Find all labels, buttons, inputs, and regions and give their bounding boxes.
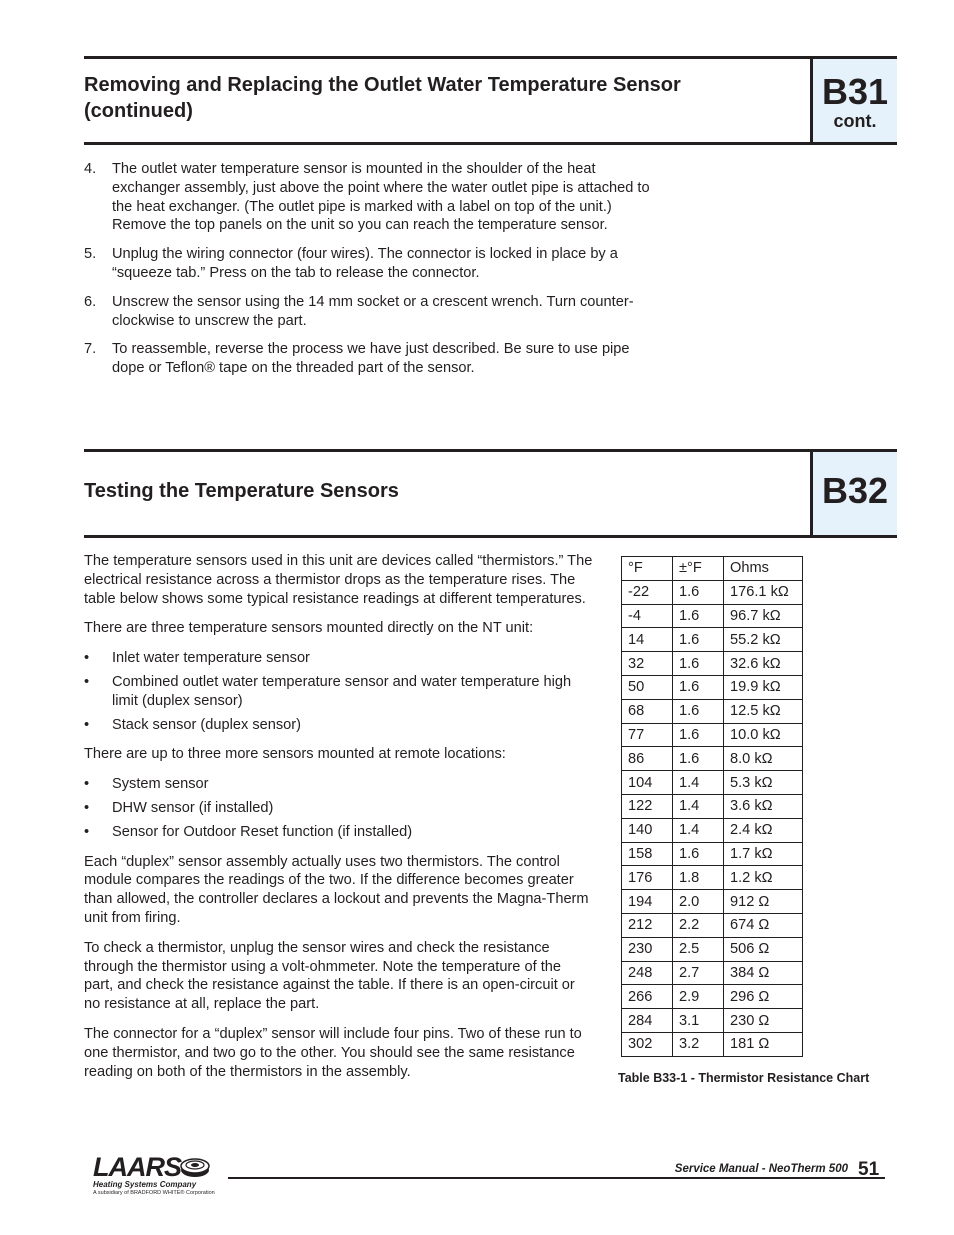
- section-b31-tab: [810, 59, 897, 142]
- steps-list: [84, 160, 664, 388]
- table-row: [622, 937, 803, 961]
- table-row: [622, 723, 803, 747]
- table-cell: 140: [622, 818, 673, 842]
- table-cell: 248: [622, 961, 673, 985]
- footer-divider: [228, 1177, 885, 1179]
- table-cell: 1.4: [673, 818, 724, 842]
- table-cell: 912 Ω: [724, 890, 803, 914]
- table-cell: 32: [622, 652, 673, 676]
- table-row: [622, 580, 803, 604]
- table-cell: 1.6: [673, 652, 724, 676]
- table-cell: 1.6: [673, 604, 724, 628]
- table-cell: 2.4 kΩ: [724, 818, 803, 842]
- bullet-icon: •: [84, 799, 90, 816]
- paragraph: There are three temperature sensors mounted directly on the NT unit:: [84, 620, 534, 637]
- section-b32-title: Testing the Temperature Sensors: [84, 480, 399, 502]
- section-b31-header: [84, 56, 897, 145]
- table-cell: 86: [622, 747, 673, 771]
- logo-wordmark: LAARS: [93, 1152, 181, 1182]
- table-cell: 1.6: [673, 842, 724, 866]
- section-b31-code: B31: [821, 71, 889, 112]
- table-row: [622, 604, 803, 628]
- list-item-text: System sensor: [112, 776, 209, 793]
- table-row: [622, 961, 803, 985]
- table-row: [622, 675, 803, 699]
- table-cell: 2.7: [673, 961, 724, 985]
- table-cell: -22: [622, 580, 673, 604]
- table-cell: 176.1 kΩ: [724, 580, 803, 604]
- footer-manual-title: Service Manual - NeoTherm 500: [674, 1163, 848, 1175]
- page-number: 51: [858, 1159, 880, 1180]
- step-item: [84, 340, 664, 378]
- table-row: [622, 771, 803, 795]
- table-row: [622, 818, 803, 842]
- table-cell: 96.7 kΩ: [724, 604, 803, 628]
- table-row: [622, 652, 803, 676]
- table-cell: 194: [622, 890, 673, 914]
- table-cell: 10.0 kΩ: [724, 723, 803, 747]
- paragraph: The temperature sensors used in this unit are devices called “thermistors.” The electrical resistance across a thermistor drops as the temperature rises. The table below shows some typical resistance readings at different temperatures.: [84, 553, 593, 607]
- table-cell: 3.6 kΩ: [724, 794, 803, 818]
- step-number: 6.: [84, 293, 97, 310]
- list-item: [84, 649, 594, 668]
- bullet-icon: •: [84, 823, 90, 840]
- paragraph: Each “duplex” sensor assembly actually uses two thermistors. The control module compares the readings of the two. If the difference becomes greater than allowed, the controller declares a lockout and prevents the Magna-Therm unit from firing.: [84, 853, 589, 926]
- bullet-icon: •: [84, 776, 90, 793]
- table-cell: 158: [622, 842, 673, 866]
- table-cell: 1.6: [673, 723, 724, 747]
- table-cell: 212: [622, 913, 673, 937]
- table-cell: 77: [622, 723, 673, 747]
- table-row: [622, 628, 803, 652]
- list-item: [84, 716, 594, 735]
- table-cell: 674 Ω: [724, 913, 803, 937]
- table-cell: 1.4: [673, 771, 724, 795]
- step-number: 7.: [84, 341, 97, 358]
- table-row: [622, 1032, 803, 1056]
- table-cell: 12.5 kΩ: [724, 699, 803, 723]
- table-cell: 8.0 kΩ: [724, 747, 803, 771]
- table-cell: 302: [622, 1032, 673, 1056]
- table-header-cell: Ohms: [724, 557, 803, 581]
- bullet-icon: •: [84, 716, 90, 733]
- table-cell: 2.0: [673, 890, 724, 914]
- table-cell: 3.2: [673, 1032, 724, 1056]
- table-cell: 2.9: [673, 985, 724, 1009]
- list-item: [84, 799, 594, 818]
- table-row: [622, 842, 803, 866]
- list-item: [84, 673, 594, 711]
- list-item-text: Sensor for Outdoor Reset function (if installed): [112, 823, 413, 840]
- paragraph: There are up to three more sensors mounted at remote locations:: [84, 746, 506, 763]
- logo-company: Heating Systems Company: [93, 1180, 197, 1189]
- table-body: [622, 557, 803, 1057]
- table-cell: 50: [622, 675, 673, 699]
- logo-subsidiary: A subsidiary of BRADFORD WHITE® Corporation: [93, 1190, 215, 1196]
- table-cell: 1.4: [673, 794, 724, 818]
- table-row: [622, 1009, 803, 1033]
- table-cell: 14: [622, 628, 673, 652]
- list-item-text: Stack sensor (duplex sensor): [112, 716, 301, 733]
- paragraph: The connector for a “duplex” sensor will include four pins. Two of these run to one thermistor, and two go to the other. You should see the same resistance reading on both of the thermistors in the assembly.: [84, 1025, 582, 1080]
- table-cell: 68: [622, 699, 673, 723]
- table-cell: 506 Ω: [724, 937, 803, 961]
- list-item: [84, 823, 594, 842]
- list-item-text: Inlet water temperature sensor: [112, 650, 310, 667]
- table-cell: 32.6 kΩ: [724, 652, 803, 676]
- step-text: The outlet water temperature sensor is mounted in the shoulder of the heat exchanger assembly, just above the point where the water outlet pipe is attached to the heat exchanger. (The outlet pipe is marked with a label on top of the unit.) Remove the top panels on the unit so you can reach the temperature sensor.: [112, 161, 650, 234]
- remote-sensor-list: [84, 775, 594, 841]
- table-caption: Table B33-1 - Thermistor Resistance Chart: [618, 1071, 870, 1085]
- table-row: [622, 913, 803, 937]
- table-cell: 296 Ω: [724, 985, 803, 1009]
- table-row: [622, 866, 803, 890]
- section-b31-title: [84, 72, 784, 124]
- bullet-icon: •: [84, 673, 90, 690]
- paragraph: To check a thermistor, unplug the sensor wires and check the resistance through the thermistor using a volt-ohmmeter. Note the temperature of the part, and check the resistance against the table. If there is an open-circuit or no resistance at all, replace the part.: [84, 939, 575, 1013]
- table-row: [622, 747, 803, 771]
- table-cell: 1.7 kΩ: [724, 842, 803, 866]
- table-cell: 1.6: [673, 580, 724, 604]
- table-row: [622, 985, 803, 1009]
- step-text: To reassemble, reverse the process we have just described. Be sure to use pipe dope or Teflon® tape on the threaded part of the sensor.: [112, 341, 630, 377]
- table-cell: 2.5: [673, 937, 724, 961]
- table-cell: 266: [622, 985, 673, 1009]
- table-cell: 384 Ω: [724, 961, 803, 985]
- section-b32-body: [84, 552, 594, 1092]
- table-cell: 181 Ω: [724, 1032, 803, 1056]
- table-cell: 1.6: [673, 675, 724, 699]
- step-text: Unplug the wiring connector (four wires). The connector is locked in place by a “squeeze tab.” Press on the tab to release the connector.: [112, 246, 618, 281]
- list-item: [84, 775, 594, 794]
- section-b31-title-line2: (continued): [84, 100, 193, 122]
- table-cell: 1.6: [673, 699, 724, 723]
- table-cell: 55.2 kΩ: [724, 628, 803, 652]
- table-cell: 104: [622, 771, 673, 795]
- onboard-sensor-list: [84, 649, 594, 734]
- list-item-text: Combined outlet water temperature sensor and water temperature high limit (duplex sensor): [112, 673, 572, 709]
- table-cell: 122: [622, 794, 673, 818]
- step-item: [84, 293, 664, 331]
- table-row: [622, 699, 803, 723]
- table-row: [622, 890, 803, 914]
- section-b31-title-line1: Removing and Replacing the Outlet Water Temperature Sensor: [84, 74, 681, 96]
- step-number: 5.: [84, 246, 97, 263]
- table-cell: 1.6: [673, 747, 724, 771]
- table-header-cell: °F: [622, 557, 673, 581]
- table-cell: 230 Ω: [724, 1009, 803, 1033]
- list-item-text: DHW sensor (if installed): [112, 799, 274, 816]
- laars-logo: [93, 1153, 213, 1198]
- step-item: [84, 160, 664, 235]
- table-cell: 1.6: [673, 628, 724, 652]
- table-header-row: [622, 557, 803, 581]
- thermistor-resistance-table: [621, 556, 803, 1057]
- logo-disc-icon: [179, 1155, 211, 1179]
- section-b32-tab: [810, 452, 897, 535]
- section-b31-sub: cont.: [833, 111, 877, 131]
- bullet-icon: •: [84, 650, 90, 667]
- table-cell: 19.9 kΩ: [724, 675, 803, 699]
- section-b32-code: B32: [821, 470, 889, 511]
- section-b32-header: [84, 449, 897, 538]
- step-item: [84, 245, 664, 283]
- table-row: [622, 794, 803, 818]
- table-cell: 1.8: [673, 866, 724, 890]
- table-cell: -4: [622, 604, 673, 628]
- table-cell: 3.1: [673, 1009, 724, 1033]
- step-text: Unscrew the sensor using the 14 mm socket or a crescent wrench. Turn counter-clockwise to unscrew the part.: [112, 293, 634, 329]
- table-cell: 230: [622, 937, 673, 961]
- step-number: 4.: [84, 161, 97, 177]
- table-cell: 176: [622, 866, 673, 890]
- table-cell: 2.2: [673, 913, 724, 937]
- table-cell: 1.2 kΩ: [724, 866, 803, 890]
- table-header-cell: ±°F: [673, 557, 724, 581]
- table-cell: 284: [622, 1009, 673, 1033]
- table-cell: 5.3 kΩ: [724, 771, 803, 795]
